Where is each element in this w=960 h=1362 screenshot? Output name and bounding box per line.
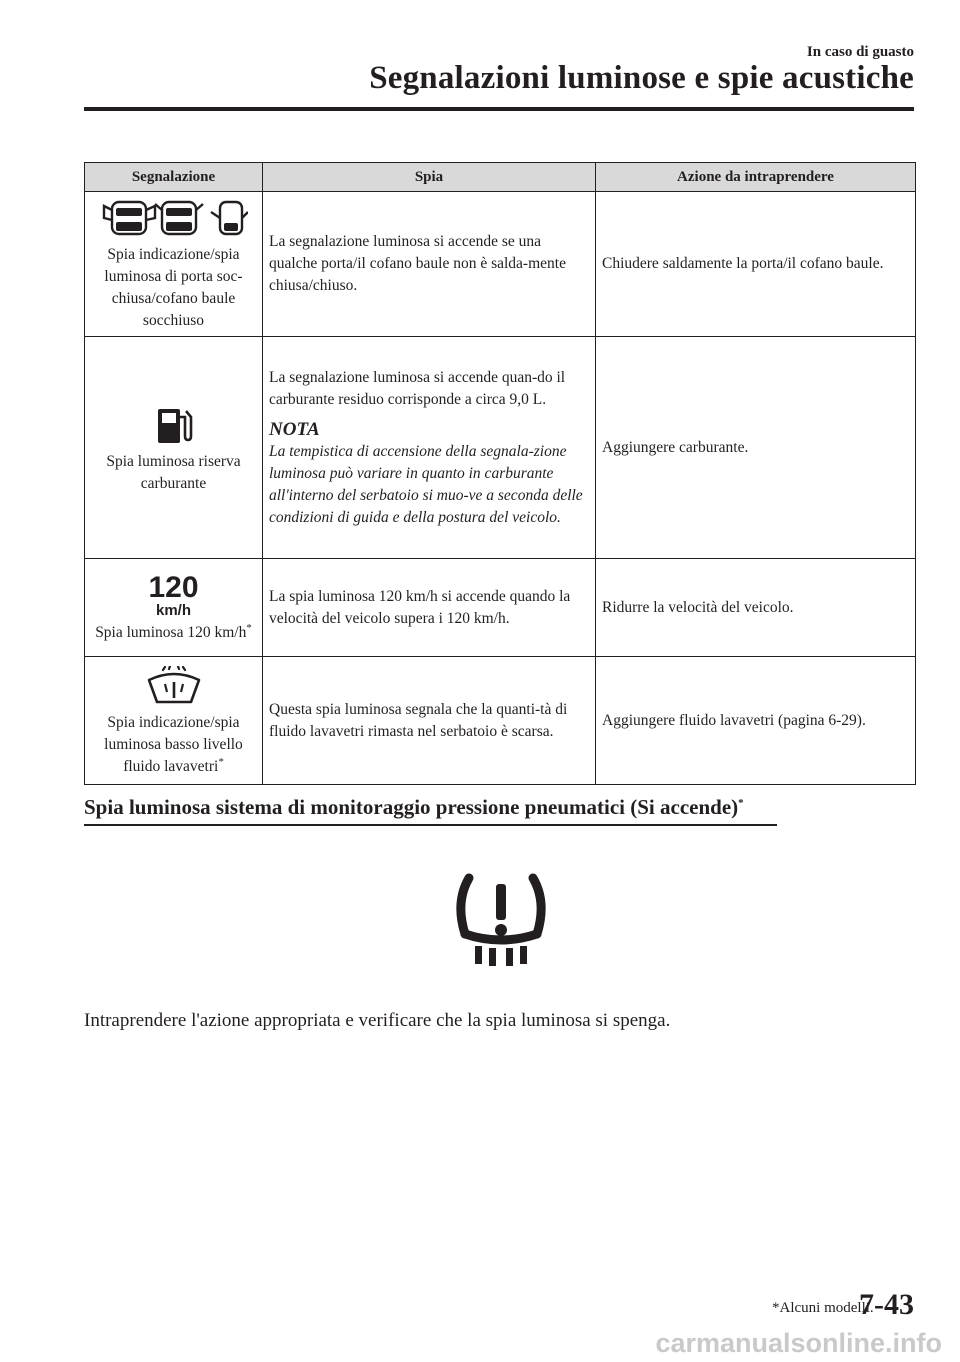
signal-name-text: Spia luminosa 120 km/h bbox=[95, 624, 247, 641]
watermark: carmanualsonline.info bbox=[655, 1328, 942, 1358]
signal-cell bbox=[85, 337, 263, 559]
page-title: Segnalazioni luminose e spie acustiche bbox=[369, 60, 914, 96]
section-heading bbox=[84, 795, 777, 826]
footnote-mark: * bbox=[738, 797, 744, 809]
speed-120-icon bbox=[91, 573, 256, 618]
description-cell bbox=[263, 337, 596, 559]
signal-action: Ridurre la velocità del veicolo. bbox=[602, 598, 794, 616]
signal-name bbox=[91, 712, 256, 778]
note-heading: NOTA bbox=[269, 418, 320, 440]
header-rule bbox=[84, 107, 914, 111]
fuel-pump-icon bbox=[154, 403, 194, 445]
table-header-row bbox=[85, 163, 916, 192]
signal-description: La spia luminosa 120 km/h si accende quando la velocità del veicolo supera i 120 km/h. bbox=[269, 587, 571, 627]
signal-description: Questa spia luminosa segnala che la quanti-tà di fluido lavavetri rimasta nel serbatoio è scarsa. bbox=[269, 700, 568, 740]
signal-name bbox=[91, 622, 256, 644]
signal-action: Aggiungere fluido lavavetri (pagina 6-29). bbox=[602, 711, 866, 729]
signal-description: La segnalazione luminosa si accende quan-do il carburante residuo corrisponde a circa 9,0 L. bbox=[269, 368, 566, 408]
signal-name: Spia indicazione/spia luminosa di porta soc-chiusa/cofano baule socchiuso bbox=[104, 246, 243, 329]
section-body: Intraprendere l'azione appropriata e verificare che la spia luminosa si spenga. bbox=[84, 1010, 671, 1031]
speed-120-unit: km/h bbox=[155, 602, 191, 619]
signal-action: Aggiungere carburante. bbox=[602, 438, 749, 456]
column-header: Azione da intraprendere bbox=[596, 163, 916, 192]
action-cell bbox=[596, 337, 916, 559]
signal-cell bbox=[85, 657, 263, 785]
column-header: Segnalazione bbox=[85, 163, 263, 192]
description-cell bbox=[263, 192, 596, 337]
signal-name-text: Spia indicazione/spia luminosa basso livello fluido lavavetri bbox=[104, 713, 243, 775]
table-row bbox=[85, 657, 916, 785]
signal-name: Spia luminosa riserva carburante bbox=[106, 452, 241, 492]
signal-cell bbox=[85, 192, 263, 337]
action-cell bbox=[596, 657, 916, 785]
footnote-mark: * bbox=[246, 621, 252, 634]
chapter-title: In caso di guasto bbox=[806, 44, 914, 60]
signal-cell bbox=[85, 559, 263, 657]
signal-description: La segnalazione luminosa si accende se una qualche porta/il cofano baule non è salda-mente chiusa/chiuso. bbox=[269, 233, 566, 294]
section-heading-text: Spia luminosa sistema di monitoraggio pressione pneumatici (Si accende) bbox=[84, 795, 739, 819]
description-cell bbox=[263, 559, 596, 657]
action-cell bbox=[596, 192, 916, 337]
tire-pressure-icon bbox=[451, 872, 551, 968]
page-number: 7-43 bbox=[859, 1288, 914, 1321]
description-cell bbox=[263, 657, 596, 785]
table-row bbox=[85, 337, 916, 559]
warning-table bbox=[84, 162, 916, 785]
footnote-mark: * bbox=[218, 755, 224, 768]
table-row bbox=[85, 192, 916, 337]
washer-fluid-icon bbox=[145, 666, 203, 706]
speed-120-number: 120 bbox=[148, 571, 199, 604]
door-ajar-icon bbox=[100, 198, 248, 238]
footnote: *Alcuni modelli. bbox=[772, 1300, 874, 1316]
table-row bbox=[85, 559, 916, 657]
column-header: Spia bbox=[263, 163, 596, 192]
note-body: La tempistica di accensione della segnala-zione luminosa può variare in quanto in carburante all'interno del serbatoio si muo-ve a seconda delle condizioni di guida e della postura del veicolo. bbox=[269, 442, 583, 526]
signal-action: Chiudere saldamente la porta/il cofano baule. bbox=[602, 255, 884, 272]
action-cell bbox=[596, 559, 916, 657]
